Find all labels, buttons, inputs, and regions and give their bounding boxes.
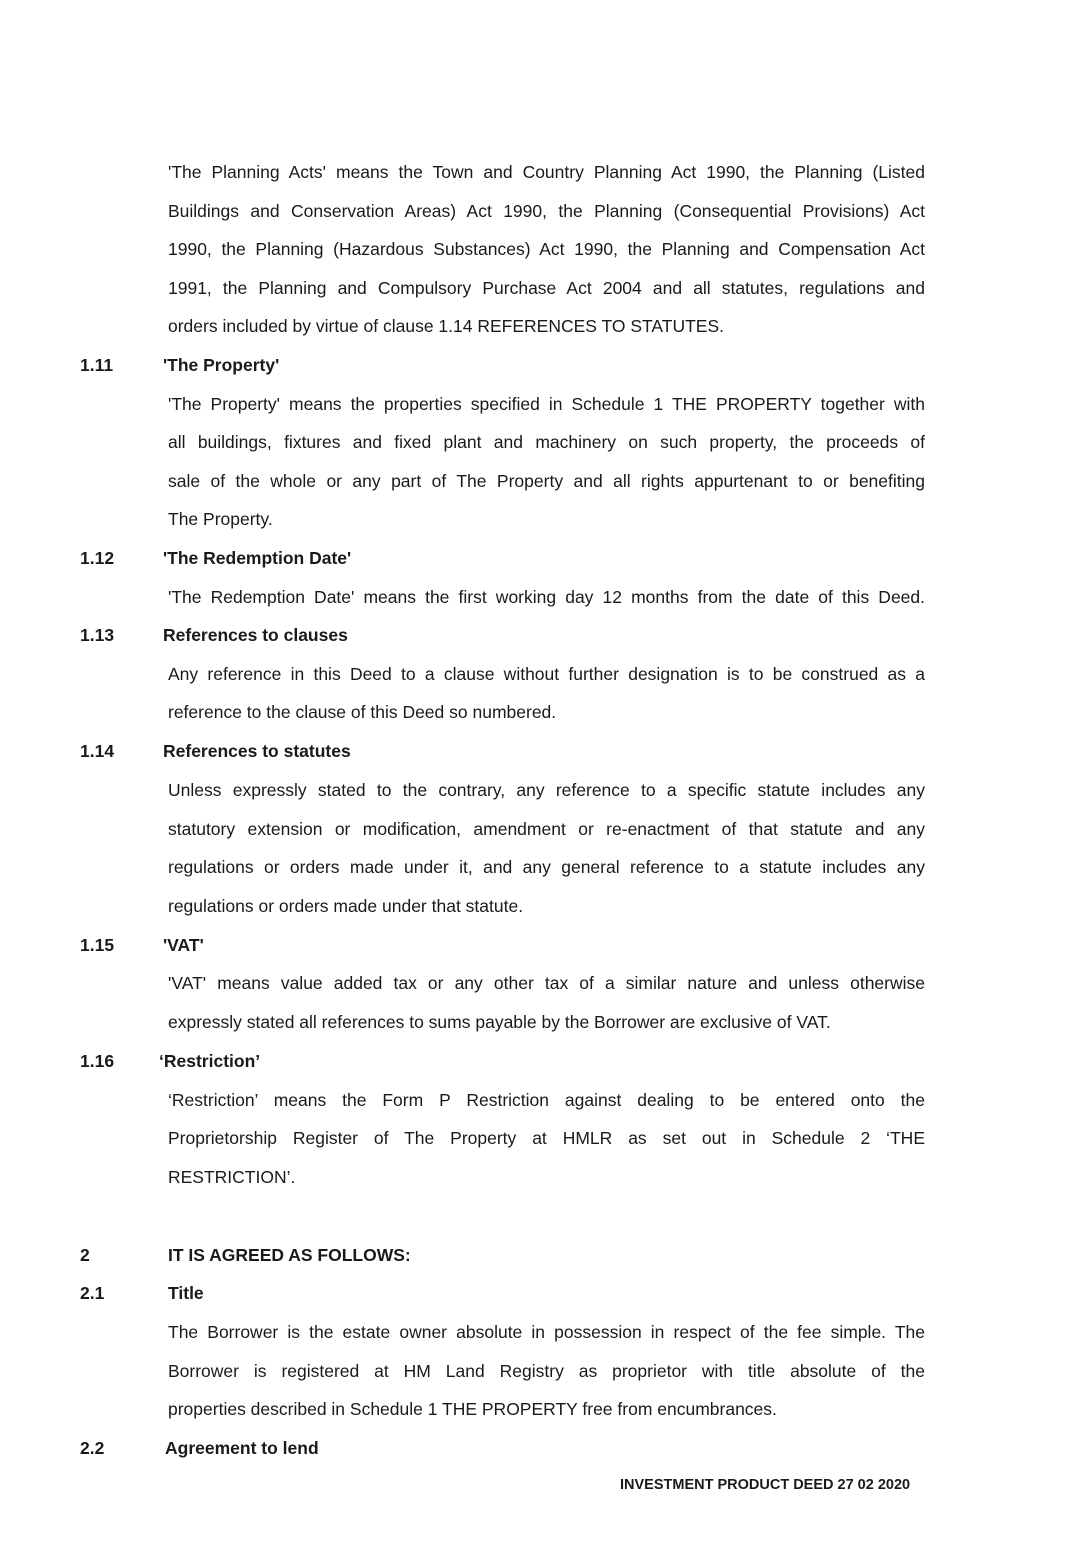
clause-heading: References to statutes: [163, 741, 351, 761]
section-number: 2: [80, 1245, 90, 1265]
paragraph-line: Buildings and Conservation Areas) Act 1990, the Planning (Consequential Provisions) Act: [168, 201, 925, 221]
clause-heading: Title: [168, 1283, 204, 1303]
clause-number: 1.13: [80, 625, 115, 645]
paragraph-line: ‘Restriction’ means the Form P Restriction against dealing to be entered onto the: [168, 1090, 925, 1110]
paragraph-line: statutory extension or modification, amendment or re-enactment of that statute and any: [168, 819, 925, 839]
paragraph-line: all buildings, fixtures and fixed plant and machinery on such property, the proceeds of: [168, 432, 925, 452]
paragraph-line: expressly stated all references to sums payable by the Borrower are exclusive of VAT.: [168, 1012, 831, 1032]
clause-number: 2.1: [80, 1283, 105, 1303]
paragraph-line: sale of the whole or any part of The Property and all rights appurtenant to or benefiting: [168, 471, 925, 491]
paragraph-line: reference to the clause of this Deed so numbered.: [168, 702, 557, 722]
clause-heading: ‘Restriction’: [159, 1051, 261, 1071]
section-heading: IT IS AGREED AS FOLLOWS:: [168, 1245, 411, 1265]
document-footer: INVESTMENT PRODUCT DEED 27 02 2020: [620, 1477, 911, 1493]
paragraph-line: regulations or orders made under it, and any general reference to a statute includes any: [168, 857, 925, 877]
paragraph-line: Any reference in this Deed to a clause without further designation is to be construed as a: [168, 664, 925, 684]
paragraph-line: 'The Planning Acts' means the Town and Country Planning Act 1990, the Planning (Listed: [168, 162, 925, 182]
paragraph-line: 'The Redemption Date' means the first working day 12 months from the date of this Deed.: [168, 587, 925, 607]
paragraph-line: 'VAT' means value added tax or any other tax of a similar nature and unless otherwise: [168, 973, 925, 993]
clause-number: 1.16: [80, 1051, 115, 1071]
clause-number: 1.11: [80, 355, 114, 375]
paragraph-line: 'The Property' means the properties specified in Schedule 1 THE PROPERTY together with: [168, 394, 925, 414]
paragraph-line: Proprietorship Register of The Property at HMLR as set out in Schedule 2 ‘THE: [168, 1128, 925, 1148]
clause-heading: References to clauses: [163, 625, 348, 645]
paragraph-line: regulations or orders made under that statute.: [168, 896, 524, 916]
clause-heading: 'The Redemption Date': [163, 548, 352, 568]
paragraph-line: orders included by virtue of clause 1.14 REFERENCES TO STATUTES.: [168, 316, 725, 336]
clause-number: 2.2: [80, 1438, 105, 1458]
paragraph-line: 1991, the Planning and Compulsory Purchase Act 2004 and all statutes, regulations and: [168, 278, 925, 298]
paragraph-line: The Borrower is the estate owner absolute in possession in respect of the fee simple. The: [168, 1322, 925, 1342]
paragraph-line: The Property.: [168, 509, 273, 529]
clause-heading: Agreement to lend: [165, 1438, 319, 1458]
clause-number: 1.15: [80, 935, 115, 955]
clause-number: 1.14: [80, 741, 115, 761]
clause-heading: 'The Property': [163, 355, 280, 375]
paragraph-line: 1990, the Planning (Hazardous Substances) Act 1990, the Planning and Compensation Act: [168, 239, 925, 259]
paragraph-line: Unless expressly stated to the contrary, any reference to a specific statute includes any: [168, 780, 925, 800]
paragraph-line: Borrower is registered at HM Land Registry as proprietor with title absolute of the: [168, 1361, 925, 1381]
clause-heading: 'VAT': [163, 935, 204, 955]
paragraph-line: RESTRICTION’.: [168, 1167, 296, 1187]
clause-number: 1.12: [80, 548, 115, 568]
paragraph-line: properties described in Schedule 1 THE PROPERTY free from encumbrances.: [168, 1399, 777, 1419]
